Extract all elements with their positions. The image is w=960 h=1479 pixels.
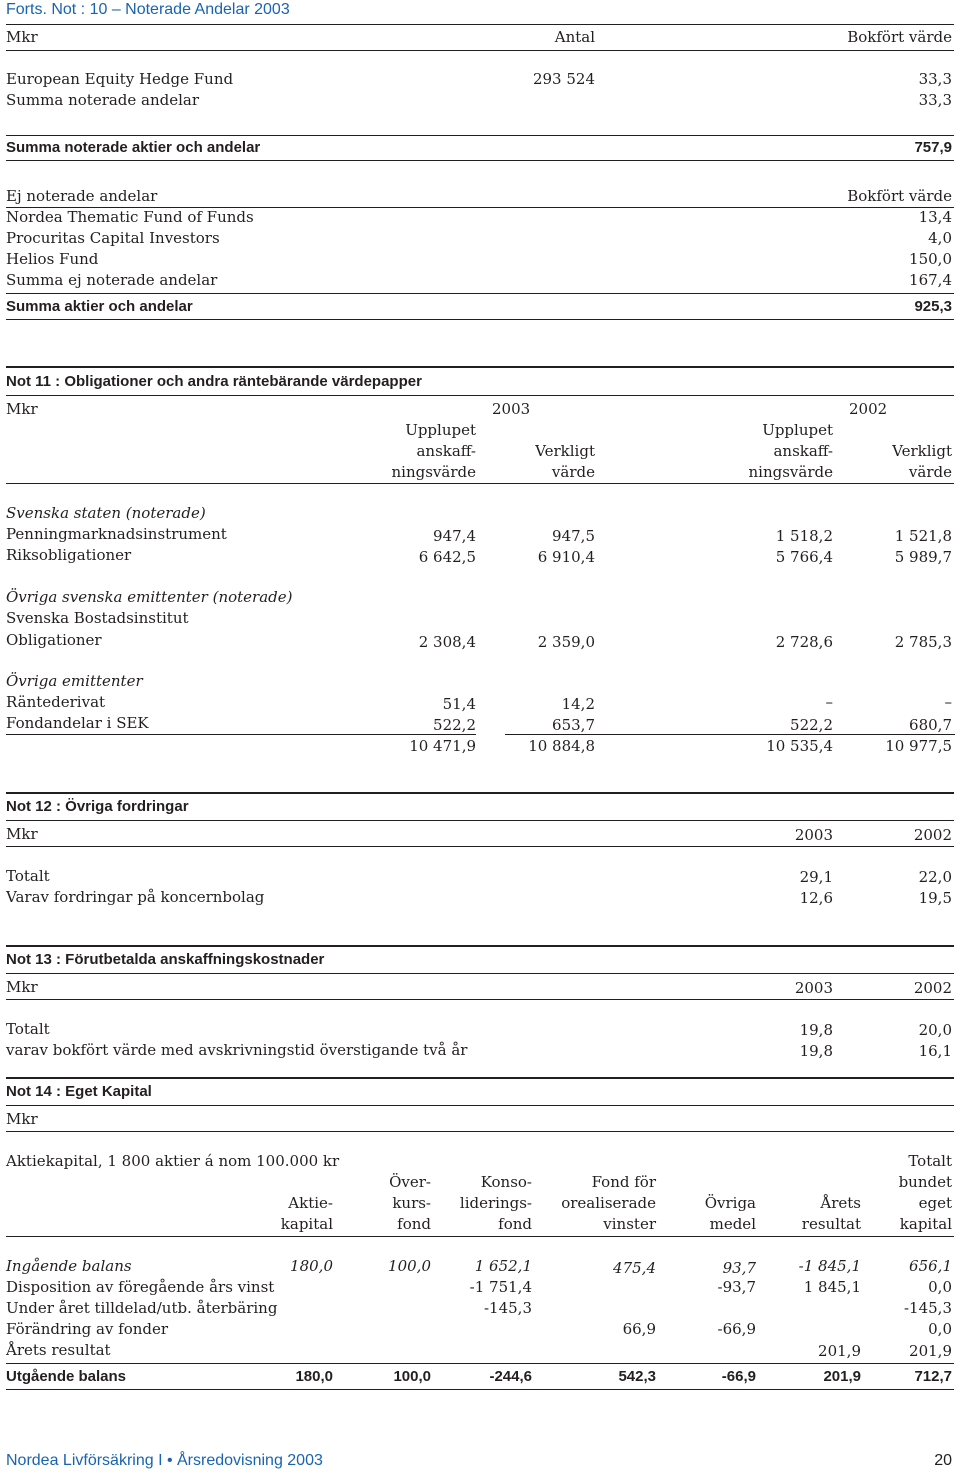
cell: 6 910,4	[537, 548, 595, 566]
row-label: Förändring av fonder	[6, 1320, 169, 1338]
row-label: Summa ej noterade andelar	[6, 271, 218, 289]
year-2002: 2002	[913, 826, 952, 844]
col-header: Verkligt	[535, 442, 595, 460]
cell: 6 642,5	[418, 548, 476, 566]
row-label: Årets resultat	[6, 1341, 111, 1359]
cell: 201,9	[818, 1342, 861, 1360]
col-header: resultat	[801, 1215, 861, 1233]
cell: 0,0	[928, 1278, 952, 1296]
cell: 947,5	[552, 527, 595, 545]
col-header: Fond för	[591, 1173, 656, 1191]
cell: 475,4	[613, 1259, 656, 1277]
cell: 12,6	[799, 889, 833, 907]
cell: 51,4	[442, 695, 476, 713]
cell: 14,2	[561, 695, 595, 713]
sum-line	[6, 734, 476, 735]
col-header: ningsvärde	[748, 463, 833, 481]
divider	[6, 1236, 954, 1237]
cell: 1 652,1	[474, 1257, 532, 1275]
section-rule	[6, 366, 954, 368]
cell: 201,9	[909, 1342, 952, 1360]
row-label: Penningmarknadsinstrument	[6, 525, 227, 543]
row-value: 150,0	[909, 250, 952, 268]
total-label: Summa aktier och andelar	[6, 298, 193, 315]
divider	[6, 1131, 954, 1132]
row-label: Ingående balans	[6, 1257, 132, 1275]
row-value: 13,4	[918, 208, 952, 226]
col-header: Konso-	[480, 1173, 532, 1191]
total-cell: 712,7	[914, 1368, 952, 1385]
total-cell: 201,9	[823, 1368, 861, 1385]
total-cell: 10 471,9	[409, 737, 476, 755]
cell: 22,0	[918, 868, 952, 886]
note-title: Not 13 : Förutbetalda anskaffningskostnader	[6, 951, 325, 968]
divider	[6, 846, 954, 847]
year-2003: 2003	[492, 400, 531, 418]
cell: 19,8	[799, 1042, 833, 1060]
cell: 29,1	[799, 868, 833, 886]
page-number: 20	[934, 1452, 952, 1469]
col-mkr: Mkr	[6, 978, 38, 996]
row-label: varav bokfört värde med avskrivningstid överstigande två år	[6, 1041, 468, 1059]
col-header: värde	[551, 463, 595, 481]
section-rule	[6, 945, 954, 947]
total-cell: 100,0	[393, 1368, 431, 1385]
row-label: Riksobligationer	[6, 546, 132, 564]
row-label: Fondandelar i SEK	[6, 714, 149, 732]
col-header: ningsvärde	[391, 463, 476, 481]
cell: -145,3	[483, 1299, 532, 1317]
sum-line	[505, 734, 955, 735]
section-label: Ej noterade andelar	[6, 187, 158, 205]
section-label: Övriga svenska emittenter (noterade)	[6, 588, 293, 606]
divider	[6, 319, 954, 320]
row-value: 4,0	[928, 229, 952, 247]
cell: 19,8	[799, 1021, 833, 1039]
col-header: Övriga	[704, 1194, 756, 1212]
total-value: 757,9	[914, 139, 952, 156]
col-header: kapital	[280, 1215, 333, 1233]
section-label: Svenska staten (noterade)	[6, 504, 206, 522]
cell: 180,0	[290, 1257, 333, 1275]
total-cell: 10 977,5	[885, 737, 952, 755]
col-header: Aktie-	[288, 1194, 333, 1212]
cell: 66,9	[622, 1320, 656, 1338]
cell: –	[944, 693, 952, 711]
col-header: Verkligt	[892, 442, 952, 460]
cell: 522,2	[433, 716, 476, 734]
cell: 2 785,3	[894, 633, 952, 651]
divider	[6, 820, 954, 821]
col-header: värde	[908, 463, 952, 481]
aktiekapital-label: Aktiekapital, 1 800 aktier á nom 100.000 kr	[6, 1152, 340, 1170]
cell: -93,7	[717, 1278, 756, 1296]
total-label: Summa noterade aktier och andelar	[6, 139, 261, 156]
col-mkr: Mkr	[6, 28, 38, 46]
cell: 1 518,2	[775, 527, 833, 545]
total-value: 925,3	[914, 298, 952, 315]
row-label: Under året tilldelad/utb. återbäring	[6, 1299, 278, 1317]
cell: 680,7	[909, 716, 952, 734]
cell: 2 308,4	[418, 633, 476, 651]
row-label: Totalt	[6, 867, 50, 885]
col-header: Upplupet	[405, 421, 476, 439]
section-label: Svenska Bostadsinstitut	[6, 609, 189, 627]
col-header: Årets	[820, 1194, 861, 1212]
col-bokfort: Bokfört värde	[847, 187, 952, 205]
cell: 19,5	[918, 889, 952, 907]
cell: 2 728,6	[775, 633, 833, 651]
col-mkr: Mkr	[6, 825, 38, 843]
col-header: Upplupet	[762, 421, 833, 439]
row-value: 33,3	[918, 70, 952, 88]
divider	[6, 50, 954, 51]
divider	[6, 1389, 954, 1390]
cell: 5 766,4	[775, 548, 833, 566]
divider	[6, 135, 954, 136]
cell: 100,0	[388, 1257, 431, 1275]
divider	[6, 293, 954, 294]
total-cell: 542,3	[618, 1368, 656, 1385]
cell: 5 989,7	[894, 548, 952, 566]
col-header: anskaff-	[773, 442, 833, 460]
section-rule	[6, 1077, 954, 1079]
cell: 522,2	[790, 716, 833, 734]
cell: 93,7	[722, 1259, 756, 1277]
col-header: eget	[918, 1194, 952, 1212]
cell: -145,3	[903, 1299, 952, 1317]
col-antal: Antal	[554, 28, 595, 46]
total-cell: 10 884,8	[528, 737, 595, 755]
footer-title: Nordea Livförsäkring I • Årsredovisning 2003	[6, 1452, 323, 1469]
divider	[6, 1105, 954, 1106]
row-label: Disposition av föregående års vinst	[6, 1278, 275, 1296]
col-mkr: Mkr	[6, 1110, 38, 1128]
cell: 2 359,0	[537, 633, 595, 651]
col-mkr: Mkr	[6, 400, 38, 418]
note-title: Not 11 : Obligationer och andra räntebärande värdepapper	[6, 373, 422, 390]
col-header: fond	[397, 1215, 431, 1233]
year-2003: 2003	[794, 826, 833, 844]
divider	[6, 160, 954, 161]
col-bokfort: Bokfört värde	[847, 28, 952, 46]
cell: 656,1	[909, 1257, 952, 1275]
row-label: Helios Fund	[6, 250, 99, 268]
cell: 653,7	[552, 716, 595, 734]
col-header: orealiserade	[561, 1194, 656, 1212]
divider	[6, 973, 954, 974]
total-cell: 10 535,4	[766, 737, 833, 755]
col-header: Över-	[389, 1173, 431, 1191]
col-header: Totalt	[908, 1152, 952, 1170]
divider	[6, 395, 954, 396]
total-cell: 180,0	[295, 1368, 333, 1385]
col-header: liderings-	[459, 1194, 532, 1212]
cell: 947,4	[433, 527, 476, 545]
note-title: Not 12 : Övriga fordringar	[6, 798, 189, 815]
total-cell: -66,9	[721, 1368, 756, 1385]
row-value: 33,3	[918, 91, 952, 109]
section-rule	[6, 792, 954, 794]
cell: 1 521,8	[894, 527, 952, 545]
row-label: Varav fordringar på koncernbolag	[6, 888, 265, 906]
col-header: anskaff-	[416, 442, 476, 460]
cell: -1 751,4	[469, 1278, 532, 1296]
row-label: European Equity Hedge Fund	[6, 70, 234, 88]
divider	[6, 483, 954, 484]
cell: –	[825, 693, 833, 711]
col-header: vinster	[603, 1215, 656, 1233]
divider	[6, 999, 954, 1000]
row-label: Nordea Thematic Fund of Funds	[6, 208, 254, 226]
row-label: Procuritas Capital Investors	[6, 229, 220, 247]
row-label: Obligationer	[6, 631, 102, 649]
col-header: medel	[709, 1215, 756, 1233]
continuation-title: Forts. Not : 10 – Noterade Andelar 2003	[6, 1, 290, 18]
divider	[6, 24, 954, 25]
col-header: bundet	[898, 1173, 952, 1191]
cell: 0,0	[928, 1320, 952, 1338]
year-2002: 2002	[849, 400, 888, 418]
row-label: Summa noterade andelar	[6, 91, 200, 109]
note-title: Not 14 : Eget Kapital	[6, 1083, 152, 1100]
total-label: Utgående balans	[6, 1368, 127, 1385]
divider	[6, 1363, 954, 1364]
row-antal: 293 524	[532, 70, 595, 88]
col-header: kapital	[899, 1215, 952, 1233]
cell: 20,0	[918, 1021, 952, 1039]
year-2003: 2003	[794, 979, 833, 997]
cell: -66,9	[717, 1320, 756, 1338]
cell: -1 845,1	[798, 1257, 861, 1275]
section-label: Övriga emittenter	[6, 672, 143, 690]
col-header: fond	[498, 1215, 532, 1233]
row-value: 167,4	[909, 271, 952, 289]
row-label: Totalt	[6, 1020, 50, 1038]
cell: 1 845,1	[803, 1278, 861, 1296]
year-2002: 2002	[913, 979, 952, 997]
total-cell: -244,6	[489, 1368, 532, 1385]
cell: 16,1	[918, 1042, 952, 1060]
col-header: kurs-	[392, 1194, 431, 1212]
row-label: Räntederivat	[6, 693, 106, 711]
